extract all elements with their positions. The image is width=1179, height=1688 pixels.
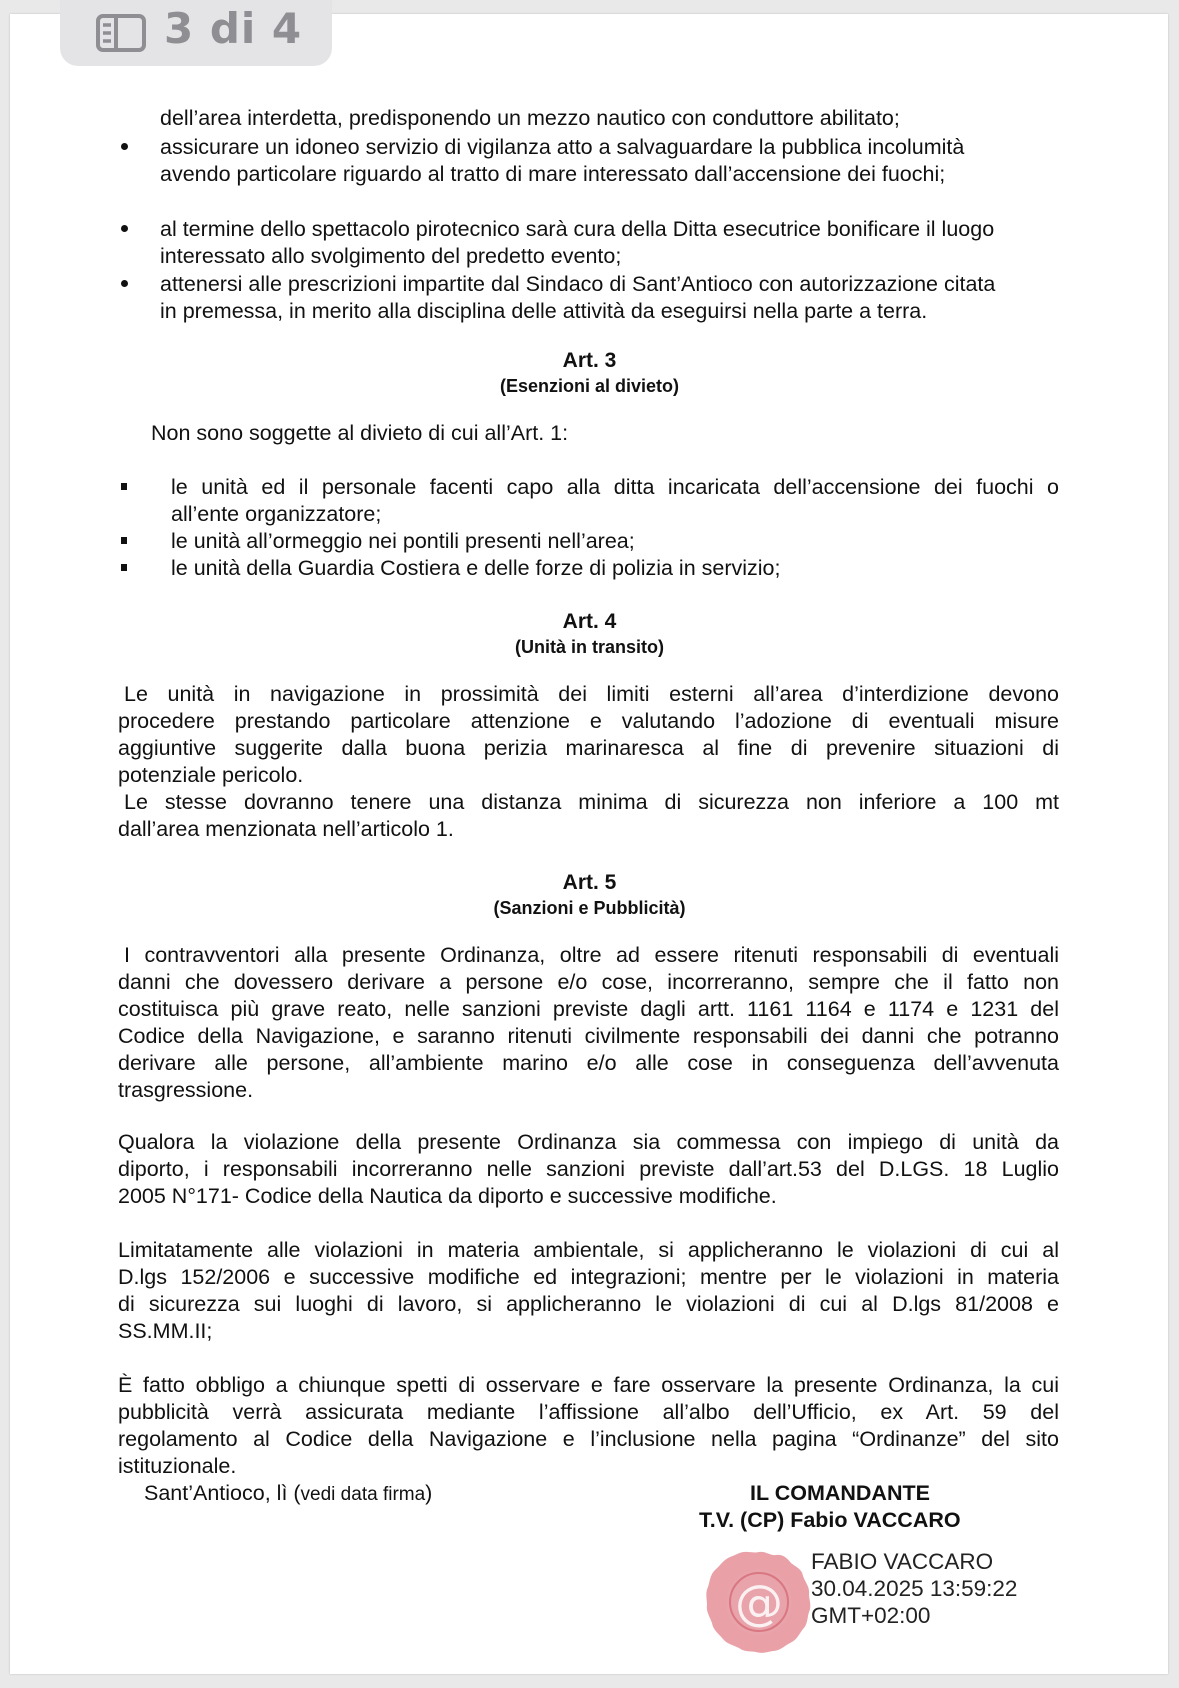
art5-para-1-line-1: I contravventori alla presente Ordinanza, oltre ad essere ritenuti responsabili di eventuali (124, 943, 1059, 967)
wax-seal-at-icon (704, 1548, 814, 1654)
art4-para-2-line-1: Le stesse dovranno tenere una distanza minima di sicurezza non inferiore a 100 mt (124, 790, 1059, 814)
page-indicator-text: 3 di 4 (164, 4, 303, 53)
art2-bullet-1-line-1: assicurare un idoneo servizio di vigilanza atto a salvaguardare la pubblica incolumità (160, 135, 965, 159)
art3-item-1-line-1: le unità ed il personale facenti capo alla ditta incaricata dell’accensione dei fuochi o (171, 475, 1059, 499)
art5-para-4-line-3: regolamento al Codice della Navigazione e l’inclusione nella pagina “Ordinanze” del sito (118, 1427, 1059, 1451)
art5-para-1-line-4: Codice della Navigazione, e saranno ritenuti civilmente responsabili dei danni che potranno (118, 1024, 1059, 1048)
art5-title: Art. 5 (562, 871, 617, 894)
art4-para-1-line-2: procedere prestando particolare attenzione e valutando l’adozione di eventuali misure (118, 709, 1059, 733)
place-date-note: vedi data firma (300, 1484, 426, 1505)
art4-para-1-line-4: potenziale pericolo. (118, 763, 304, 787)
art3-item-2: le unità all’ormeggio nei pontili presenti nell’area; (171, 529, 635, 553)
bullet-square (121, 537, 127, 544)
art5-para-4-line-2: pubblicità verrà assicurata mediante l’affissione all’albo dell’Ufficio, ex Art. 59 del (118, 1400, 1059, 1424)
bullet-dot (121, 225, 128, 232)
art3-title: Art. 3 (562, 349, 617, 372)
art2-bullet-3-line-1: attenersi alle prescrizioni impartite dal Sindaco di Sant’Antioco con autorizzazione citata (160, 272, 996, 296)
bullet-square (121, 564, 127, 571)
art5-para-1-line-3: costituisca più grave reato, nelle sanzioni previste dagli artt. 1161 1164 e 1174 e 1231 del (118, 997, 1059, 1021)
art5-subtitle: (Sanzioni e Pubblicità) (493, 898, 686, 918)
art5-para-1-line-6: trasgressione. (118, 1078, 254, 1102)
art5-para-3-line-2: D.lgs 152/2006 e successive modifiche ed integrazioni; mentre per le violazioni in materia (118, 1265, 1059, 1289)
place-date-text: Sant’Antioco, lì ( (144, 1481, 301, 1505)
art5-para-4-line-4: istituzionale. (118, 1454, 237, 1478)
art4-para-1-line-3: aggiuntive suggerite dalla buona perizia marinaresca al fine di prevenire situazioni di (118, 736, 1059, 760)
place-date-close: ) (425, 1481, 433, 1505)
art2-bullet-3-line-2: in premessa, in merito alla disciplina delle attività da eseguirsi nella parte a terra. (160, 299, 928, 323)
svg-text:@: @ (735, 1575, 783, 1631)
art3-intro: Non sono soggette al divieto di cui all’Art. 1: (151, 421, 569, 445)
art5-para-2-line-2: diporto, i responsabili incorreranno nelle sanzioni previste dall’art.53 del D.LGS. 18 Luglio (118, 1157, 1059, 1181)
art2-bullet-2-line-2: interessato allo svolgimento del predetto evento; (160, 244, 622, 268)
digital-signature-name: FABIO VACCARO (811, 1549, 994, 1574)
art5-para-1-line-2: danni che dovessero derivare a persone e/o cose, incorreranno, sempre che il fatto non (118, 970, 1059, 994)
bullet-dot (121, 143, 128, 150)
place-date (144, 1480, 432, 1508)
art4-subtitle: (Unità in transito) (515, 637, 664, 657)
art4-para-1-line-1: Le unità in navigazione in prossimità dei limiti esterni all’area d’interdizione devono (124, 682, 1059, 706)
art3-item-3: le unità della Guardia Costiera e delle forze di polizia in servizio; (171, 556, 781, 580)
art3-subtitle: (Esenzioni al divieto) (499, 376, 680, 396)
digital-signature-timezone: GMT+02:00 (811, 1603, 931, 1628)
signer-name: T.V. (CP) Fabio VACCARO (699, 1508, 961, 1532)
art5-para-2-line-3: 2005 N°171- Codice della Nautica da diporto e successive modifiche. (118, 1184, 777, 1208)
art5-para-1-line-5: derivare alle persone, all’ambiente marino e/o alle cose in conseguenza dell’avvenuta (118, 1051, 1059, 1075)
page-indicator-badge[interactable] (60, 0, 332, 66)
art4-title: Art. 4 (562, 610, 617, 633)
page-view-icon (96, 14, 146, 52)
art5-para-3-line-4: SS.MM.II; (118, 1319, 213, 1343)
bullet-dot (121, 280, 128, 287)
art5-para-3-line-1: Limitatamente alle violazioni in materia ambientale, si applicheranno le violazioni di cui al (118, 1238, 1059, 1262)
art2-bullet-1-line-2: avendo particolare riguardo al tratto di mare interessato dall’accensione dei fuochi; (160, 162, 946, 186)
digital-signature-timestamp: 30.04.2025 13:59:22 (811, 1576, 1018, 1601)
signer-role: IL COMANDANTE (750, 1481, 930, 1505)
art5-para-2-line-1: Qualora la violazione della presente Ordinanza sia commessa con impiego di unità da (118, 1130, 1059, 1154)
art3-item-1-line-2: all’ente organizzatore; (171, 502, 382, 526)
art5-para-3-line-3: di sicurezza sui luoghi di lavoro, si applicheranno le violazioni di cui al D.lgs 81/2008 e (118, 1292, 1059, 1316)
art2-continuation-line: dell’area interdetta, predisponendo un mezzo nautico con conduttore abilitato; (160, 106, 900, 130)
art5-para-4-line-1: È fatto obbligo a chiunque spetti di osservare e fare osservare la presente Ordinanza, la cui (118, 1373, 1059, 1397)
art2-bullet-2-line-1: al termine dello spettacolo pirotecnico sarà cura della Ditta esecutrice bonificare il luogo (160, 217, 995, 241)
bullet-square (121, 483, 127, 490)
art4-para-2-line-2: dall’area menzionata nell’articolo 1. (118, 817, 454, 841)
